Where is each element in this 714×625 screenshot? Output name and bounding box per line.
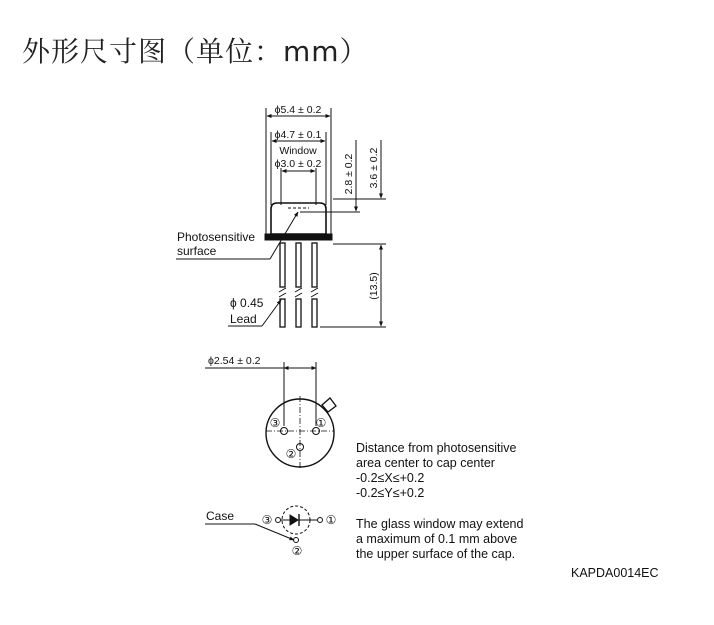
lead-length-dim: (13.5): [368, 272, 380, 300]
pin3-marker: ③: [269, 416, 281, 430]
outer-diameter-dim: ϕ5.4 ± 0.2: [274, 104, 322, 116]
pin1-marker: ①: [315, 416, 327, 430]
photosensitive-label-line1: Photosensitive: [177, 230, 256, 244]
schematic-pin2: ②: [291, 544, 303, 558]
drawing-code: KAPDA0014EC: [571, 566, 659, 580]
cap-diameter-dim: ϕ4.7 ± 0.1: [274, 129, 322, 141]
pin-circle-dim: ϕ2.54 ± 0.2: [208, 355, 261, 367]
cap-height-dim: 3.6 ± 0.2: [368, 147, 380, 189]
schematic-pin1: ①: [325, 513, 337, 527]
window-diameter-dim: ϕ3.0 ± 0.2: [274, 158, 322, 170]
distance-note-2: area center to cap center: [356, 456, 495, 470]
distance-note-1: Distance from photosensitive: [356, 441, 517, 455]
distance-note-4: -0.2≤Y≤+0.2: [356, 486, 425, 500]
schematic-pin3: ③: [261, 513, 273, 527]
lead-label: Lead: [230, 312, 257, 326]
page-title: 外形尺寸图（单位：mm）: [22, 35, 369, 68]
case-label: Case: [206, 509, 235, 523]
glass-note-2: a maximum of 0.1 mm above: [356, 532, 518, 546]
window-label: Window: [279, 145, 317, 157]
glass-note-3: the upper surface of the cap.: [356, 547, 516, 561]
lead-diameter-dim: ϕ 0.45: [230, 296, 264, 310]
window-height-dim: 2.8 ± 0.2: [343, 153, 355, 195]
pin2-marker: ②: [285, 447, 297, 461]
distance-note-3: -0.2≤X≤+0.2: [356, 471, 425, 485]
photosensitive-label-line2: surface: [177, 244, 217, 258]
glass-note-1: The glass window may extend: [356, 517, 524, 531]
